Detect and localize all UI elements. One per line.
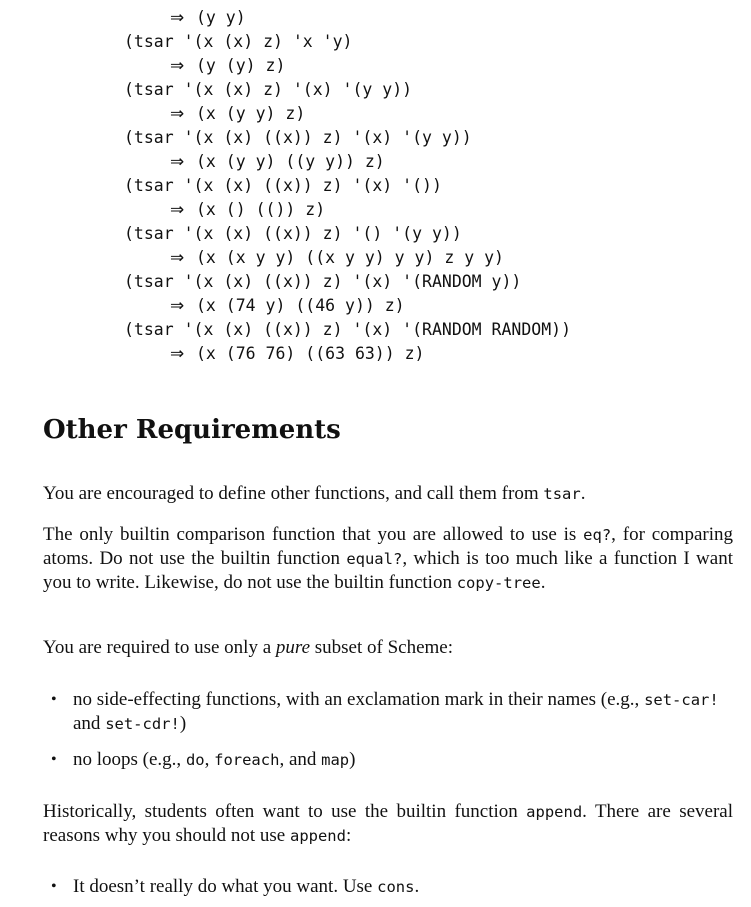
code-text: (tsar '(x (x) ((x)) z) '(x) '(y y)) bbox=[124, 128, 472, 147]
code-text: (tsar '(x (x) ((x)) z) '() '(y y)) bbox=[124, 224, 462, 243]
text: The only builtin comparison function that you are allowed to use is bbox=[43, 524, 584, 545]
text: . bbox=[540, 572, 546, 593]
code-equal: equal? bbox=[346, 550, 403, 568]
text: ) bbox=[349, 749, 356, 770]
code-call-line bbox=[124, 318, 571, 342]
code-call-line bbox=[124, 174, 442, 198]
text: , which is too much like a function I want you to write. Likewise, do not use the builtin function bbox=[43, 548, 733, 593]
code-result-line bbox=[170, 54, 285, 78]
implies-arrow-icon: ⇒ bbox=[170, 344, 185, 364]
implies-arrow-icon: ⇒ bbox=[170, 296, 185, 316]
text: . bbox=[580, 483, 586, 504]
implies-arrow-icon: ⇒ bbox=[170, 248, 185, 268]
list-item-no-loops bbox=[51, 748, 733, 772]
code-result-line bbox=[170, 6, 246, 30]
code-eq: eq? bbox=[583, 526, 612, 544]
text: subset of Scheme: bbox=[310, 637, 454, 658]
implies-arrow-icon: ⇒ bbox=[170, 152, 185, 172]
code-text: (tsar '(x (x) ((x)) z) '(x) '()) bbox=[124, 176, 442, 195]
code-text: (tsar '(x (x) ((x)) z) '(x) '(RANDOM RANDOM)) bbox=[124, 320, 572, 339]
code-copy-tree: copy-tree bbox=[456, 574, 541, 592]
code-call-line bbox=[124, 30, 352, 54]
list-item-text bbox=[73, 689, 719, 734]
text: ) bbox=[179, 713, 187, 734]
text: You are required to use only a bbox=[43, 637, 276, 658]
text: . bbox=[414, 876, 420, 897]
bullet-icon: • bbox=[51, 878, 57, 895]
text: You are encouraged to define other functions, and call them from bbox=[43, 483, 544, 504]
paragraph-define-functions bbox=[43, 482, 733, 506]
text: and bbox=[73, 713, 106, 734]
implies-arrow-icon: ⇒ bbox=[170, 104, 185, 124]
text: . There are several reasons why you should not use bbox=[43, 801, 733, 846]
code-set-cdr: set-cdr! bbox=[105, 715, 180, 733]
text: no loops (e.g., bbox=[73, 749, 186, 770]
bullet-icon: • bbox=[51, 751, 57, 768]
list-item-text bbox=[73, 749, 355, 770]
implies-arrow-icon: ⇒ bbox=[170, 56, 185, 76]
bullet-icon: • bbox=[51, 691, 57, 708]
code-text: (x (74 y) ((46 y)) z) bbox=[196, 296, 405, 315]
list-item-no-side-effects bbox=[51, 688, 733, 736]
code-text: (x () (()) z) bbox=[196, 200, 326, 219]
code-map: map bbox=[321, 751, 350, 769]
code-call-line bbox=[124, 78, 412, 102]
code-result-line bbox=[170, 150, 385, 174]
code-result-line bbox=[170, 246, 504, 270]
code-append: append bbox=[526, 803, 583, 821]
code-call-line bbox=[124, 270, 521, 294]
code-text: (y y) bbox=[196, 8, 246, 27]
code-result-line bbox=[170, 294, 405, 318]
text: , and bbox=[279, 749, 322, 770]
paragraph-append bbox=[43, 800, 733, 848]
emphasis-pure: pure bbox=[275, 637, 311, 658]
code-text: (tsar '(x (x) ((x)) z) '(x) '(RANDOM y)) bbox=[124, 272, 522, 291]
code-text: (tsar '(x (x) z) 'x 'y) bbox=[124, 32, 353, 51]
paragraph-pure-subset bbox=[43, 636, 733, 660]
implies-arrow-icon: ⇒ bbox=[170, 200, 185, 220]
code-cons: cons bbox=[377, 878, 415, 896]
code-call-line bbox=[124, 126, 472, 150]
code-set-car: set-car! bbox=[644, 691, 719, 709]
code-result-line bbox=[170, 102, 305, 126]
code-tsar: tsar bbox=[543, 485, 581, 503]
code-result-line bbox=[170, 198, 325, 222]
code-text: (tsar '(x (x) z) '(x) '(y y)) bbox=[124, 80, 413, 99]
code-append: append bbox=[289, 827, 346, 845]
text: : bbox=[345, 825, 352, 846]
code-text: (x (x y y) ((x y y) y y) z y y) bbox=[196, 248, 504, 267]
code-do: do bbox=[185, 751, 205, 769]
implies-arrow-icon: ⇒ bbox=[170, 8, 185, 28]
code-text: (x (y y) z) bbox=[196, 104, 306, 123]
text: no side-effecting functions, with an exclamation mark in their names (e.g., bbox=[73, 689, 645, 710]
code-foreach: foreach bbox=[214, 751, 280, 769]
section-title: Other Requirements bbox=[43, 415, 341, 445]
list-item-append-reason bbox=[51, 875, 733, 899]
code-text: (x (76 76) ((63 63)) z) bbox=[196, 344, 425, 363]
code-text: (x (y y) ((y y)) z) bbox=[196, 152, 385, 171]
text: , for comparing atoms. Do not use the builtin function bbox=[43, 524, 734, 569]
text: Historically, students often want to use the builtin function bbox=[43, 801, 527, 822]
paragraph-comparison bbox=[43, 523, 733, 595]
text: , bbox=[204, 749, 215, 770]
list-item-text bbox=[73, 876, 419, 897]
code-call-line bbox=[124, 222, 462, 246]
text: It doesn’t really do what you want. Use bbox=[73, 876, 378, 897]
code-text: (y (y) z) bbox=[196, 56, 286, 75]
code-result-line bbox=[170, 342, 424, 366]
